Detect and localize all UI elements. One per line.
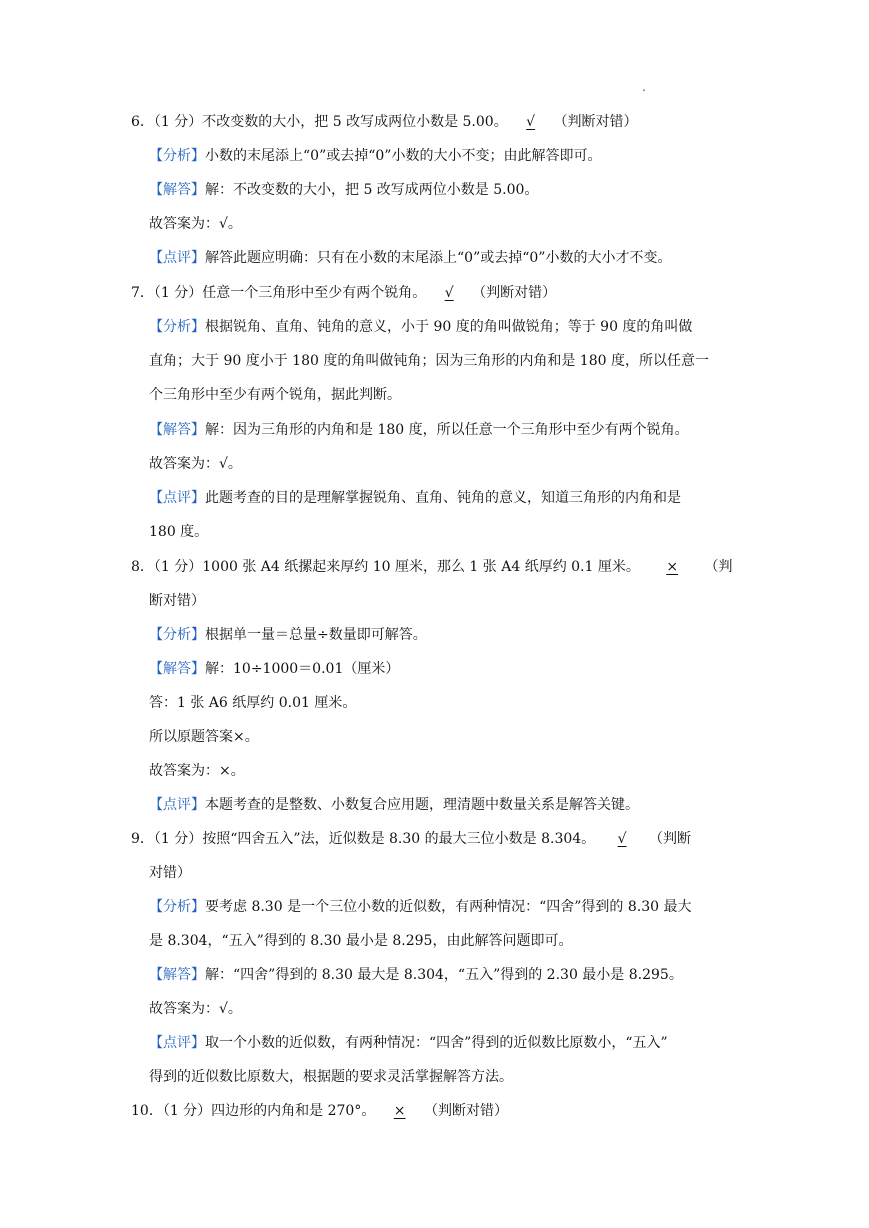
solution-tag: 【解答】: [149, 661, 205, 677]
answer-blank: ×: [393, 1103, 406, 1119]
page-dot: .: [642, 80, 646, 94]
question-suffix: （判断对错）: [423, 1103, 508, 1119]
question-suffix: （判断对错）: [553, 114, 638, 130]
analysis-tag: 【分析】: [149, 148, 205, 164]
question-suffix-line: 对错）: [149, 865, 191, 881]
analysis-tag: 【分析】: [149, 319, 205, 335]
comment-text: 此题考查的目的是理解掌握锐角、直角、钝角的意义，知道三角形的内角和是: [205, 490, 681, 506]
analysis-line: [149, 146, 601, 166]
analysis-text: 根据锐角、直角、钝角的意义，小于 90 度的角叫做锐角；等于 90 度的角叫做: [205, 319, 693, 335]
analysis-text: 小数的末尾添上“0”或去掉“0”小数的大小不变；由此解答即可。: [205, 148, 602, 164]
comment-tag: 【点评】: [149, 1035, 205, 1051]
analysis-text: 要考虑 8.30 是一个三位小数的近似数，有两种情况：“四舍”得到的 8.30 最大: [205, 899, 692, 915]
solution-line: 答：1 张 A6 纸厚约 0.01 厘米。: [149, 695, 357, 711]
comment-line: [149, 1033, 668, 1053]
solution-text: 解：因为三角形的内角和是 180 度，所以任意一个三角形中至少有两个锐角。: [205, 422, 689, 438]
question-text: 6．（1 分）不改变数的大小，把 5 改写成两位小数是 5.00。: [131, 114, 508, 130]
comment-line: 180 度。: [149, 524, 209, 540]
solution-line: 所以原题答案×。: [149, 729, 259, 745]
answer-line: 故答案为：√。: [149, 1001, 242, 1017]
solution-line: [149, 659, 399, 679]
question-8: [131, 557, 733, 577]
comment-text: 本题考查的是整数、小数复合应用题，理清题中数量关系是解答关键。: [205, 797, 639, 813]
solution-text: 解：10÷1000＝0.01（厘米）: [205, 661, 400, 677]
analysis-line: 直角；大于 90 度小于 180 度的角叫做钝角；因为三角形的内角和是 180 度，所以任意一: [149, 353, 709, 369]
solution-tag: 【解答】: [149, 422, 205, 438]
analysis-line: [149, 317, 692, 337]
analysis-tag: 【分析】: [149, 627, 205, 643]
comment-line: [149, 488, 681, 508]
comment-line: [149, 795, 639, 815]
solution-text: 解：“四舍”得到的 8.30 最大是 8.304，“五入”得到的 2.30 最小是 8.295。: [205, 967, 683, 983]
comment-line: [149, 248, 671, 268]
question-text: 10．（1 分）四边形的内角和是 270°。: [131, 1103, 376, 1119]
analysis-line: 个三角形中至少有两个锐角，据此判断。: [149, 387, 401, 403]
answer-blank: ×: [666, 559, 679, 575]
analysis-line: [149, 897, 691, 917]
comment-text: 解答此题应明确：只有在小数的末尾添上“0”或去掉“0”小数的大小才不变。: [205, 250, 672, 266]
question-suffix-line: 断对错）: [149, 593, 205, 609]
solution-line: [149, 965, 683, 985]
answer-line: 故答案为：×。: [149, 763, 245, 779]
comment-line: 得到的近似数比原数大，根据题的要求灵活掌握解答方法。: [149, 1069, 513, 1085]
comment-text: 取一个小数的近似数，有两种情况：“四舍”得到的近似数比原数小，“五入”: [205, 1035, 668, 1051]
solution-tag: 【解答】: [149, 182, 205, 198]
question-text: 9．（1 分）按照“四舍五入”法，近似数是 8.30 的最大三位小数是 8.304。: [131, 831, 596, 847]
solution-line: [149, 420, 689, 440]
question-7: [131, 283, 556, 303]
analysis-tag: 【分析】: [149, 899, 205, 915]
question-text: 7．（1 分）任意一个三角形中至少有两个锐角。: [131, 285, 427, 301]
analysis-line: 是 8.304，“五入”得到的 8.30 最小是 8.295，由此解答问题即可。: [149, 933, 573, 949]
question-10: [131, 1101, 508, 1121]
question-suffix: （判断: [649, 831, 692, 847]
question-suffix: （判: [704, 559, 733, 575]
answer-blank: √: [526, 114, 536, 130]
question-suffix: （判断对错）: [472, 285, 557, 301]
answer-line: 故答案为：√。: [149, 456, 242, 472]
answer-blank: √: [617, 831, 627, 847]
answer-line: 故答案为：√。: [149, 216, 242, 232]
analysis-line: [149, 625, 427, 645]
comment-tag: 【点评】: [149, 250, 205, 266]
solution-line: [149, 180, 538, 200]
answer-blank: √: [444, 285, 454, 301]
analysis-text: 根据单一量＝总量÷数量即可解答。: [205, 627, 427, 643]
solution-text: 解：不改变数的大小，把 5 改写成两位小数是 5.00。: [205, 182, 539, 198]
question-9: [131, 829, 691, 849]
comment-tag: 【点评】: [149, 797, 205, 813]
solution-tag: 【解答】: [149, 967, 205, 983]
question-text: 8．（1 分）1000 张 A4 纸摞起来厚约 10 厘米，那么 1 张 A4 纸厚约 0.1 厘米。: [131, 559, 640, 575]
comment-tag: 【点评】: [149, 490, 205, 506]
question-6: [131, 112, 638, 132]
